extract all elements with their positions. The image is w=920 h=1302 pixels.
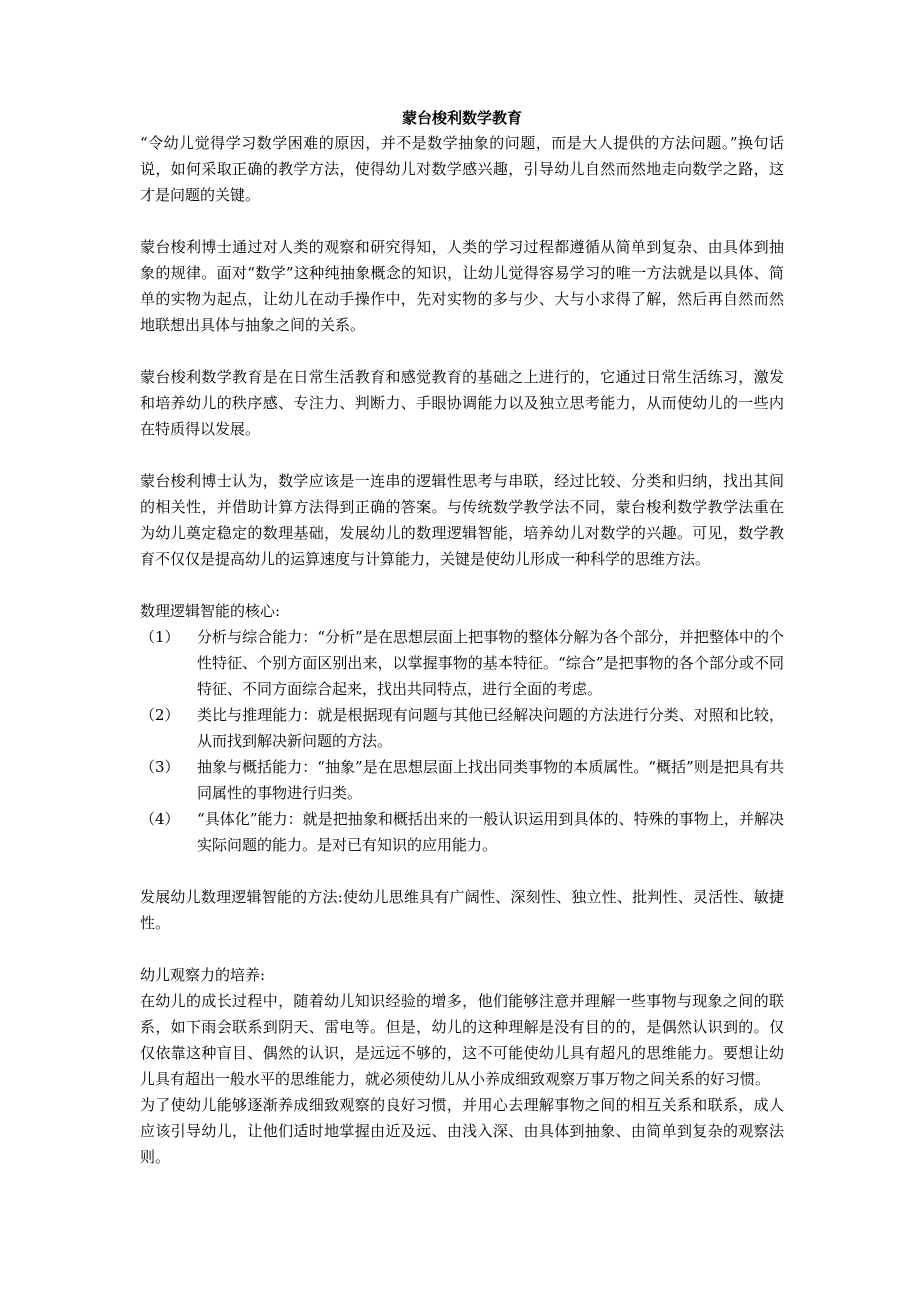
observe-paragraph-habits: 为了使幼儿能够逐渐养成细致观察的良好习惯，并用心去理解事物之间的相互关系和联系，成人应该引导幼儿，让他们适时地掌握由近及远、由浅入深、由具体到抽象、由简单到复杂的观察法则。	[140, 1096, 784, 1166]
list-item	[140, 806, 784, 858]
document-page	[140, 106, 784, 1170]
document-title: 蒙台梭利数学教育	[401, 109, 522, 127]
list-item	[140, 702, 784, 754]
observe-paragraph-growth: 在幼儿的成长过程中，随着幼儿知识经验的增多，他们能够注意并理解一些事物与现象之间的联系，如下雨会联系到阴天、雷电等。但是，幼儿的这种理解是没有目的的，是偶然认识到的。仅仅依靠这种盲目、偶然的认识，是远远不够的，这不可能使幼儿具有超凡的思维能力。要想让幼儿具有超出一般水平的思维能力，就必须使幼儿从小养成细致观察万事万物之间关系的好习惯。	[140, 992, 784, 1088]
intro-paragraph: “令幼儿觉得学习数学困难的原因，并不是数学抽象的问题，而是大人提供的方法问题。”换句话说，如何采取正确的教学方法，使得幼儿对数学感兴趣，引导幼儿自然而然地走向数学之路，这才是问题的关键。	[140, 134, 784, 204]
list-item-text: 类比与推理能力：就是根据现有问题与其他已经解决问题的方法进行分类、对照和比较，从而找到解决新问题的方法。	[197, 706, 784, 750]
paragraph-logical-thinking: 蒙台梭利博士认为，数学应该是一连串的逻辑性思考与串联，经过比较、分类和归纳，找出其间的相关性，并借助计算方法得到正确的答案。与传统数学教学法不同，蒙台梭利数学教学法重在为幼儿奠定稳定的数理基础，发展幼儿的数理逻辑智能，培养幼儿对数学的兴趣。可见，数学教育不仅仅是提高幼儿的运算速度与计算能力，关键是使幼儿形成一种科学的思维方法。	[140, 472, 784, 568]
paragraph-daily-life-basis: 蒙台梭利数学教育是在日常生活教育和感觉教育的基础之上进行的，它通过日常生活练习，激发和培养幼儿的秩序感、专注力、判断力、手眼协调能力以及独立思考能力，从而使幼儿的一些内在特质得以发展。	[140, 368, 784, 438]
observe-heading: 幼儿观察力的培养:	[140, 966, 266, 984]
list-item-number: （4）	[140, 810, 180, 828]
list-item-text: “具体化”能力：就是把抽象和概括出来的一般认识运用到具体的、特殊的事物上，并解决实际问题的能力。是对已有知识的应用能力。	[197, 810, 784, 854]
list-item-text: 分析与综合能力：“分析”是在思想层面上把事物的整体分解为各个部分，并把整体中的个性特征、个别方面区别出来，以掌握事物的基本特征。“综合”是把事物的各个部分或不同特征、不同方面综合起来，找出共同特点，进行全面的考虑。	[197, 628, 784, 698]
paragraph-gap	[140, 208, 784, 234]
paragraph-gap	[140, 572, 784, 598]
method-paragraph: 发展幼儿数理逻辑智能的方法:使幼儿思维具有广阔性、深刻性、独立性、批判性、灵活性、敏捷性。	[140, 888, 784, 932]
list-item-text: 抽象与概括能力：“抽象”是在思想层面上找出同类事物的本质属性。“概括”则是把具有共同属性的事物进行归类。	[197, 758, 784, 802]
paragraph-gap	[140, 936, 784, 962]
core-ability-list	[140, 624, 784, 858]
paragraph-gap	[140, 858, 784, 884]
paragraph-gap	[140, 338, 784, 364]
paragraph-learning-process: 蒙台梭利博士通过对人类的观察和研究得知，人类的学习过程都遵循从简单到复杂、由具体到抽象的规律。面对“数学”这种纯抽象概念的知识，让幼儿觉得容易学习的唯一方法就是以具体、简单的实物为起点，让幼儿在动手操作中，先对实物的多与少、大与小求得了解，然后再自然而然地联想出具体与抽象之间的关系。	[140, 238, 784, 334]
list-item	[140, 624, 784, 702]
list-item	[140, 754, 784, 806]
core-heading: 数理逻辑智能的核心:	[140, 602, 281, 620]
list-item-number: （3）	[140, 758, 180, 776]
list-item-number: （2）	[140, 706, 180, 724]
paragraph-gap	[140, 442, 784, 468]
list-item-number: （1）	[140, 628, 180, 646]
